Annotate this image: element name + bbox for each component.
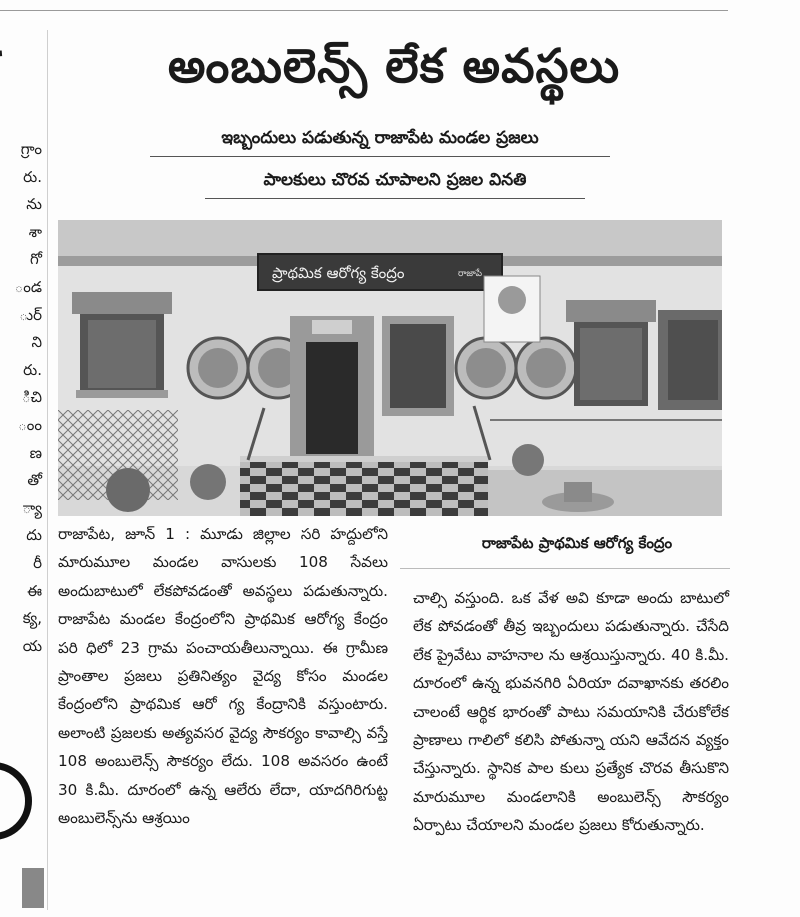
adjacent-text-fragment: ుర్	[19, 305, 42, 324]
headline: అంబులెన్స్ లేక అవస్థలు	[167, 39, 621, 94]
adjacent-text-fragment: దు	[26, 526, 42, 545]
adjacent-text-fragment: శా	[28, 222, 42, 241]
adjacent-text-fragment: ను	[26, 195, 42, 214]
photo-caption: రాజాపేట ప్రాథమిక ఆరోగ్య కేంద్రం	[481, 534, 673, 552]
adjacent-photo-fragment	[22, 868, 44, 908]
adjacent-text-fragment: ఈ	[27, 581, 42, 600]
adjacent-text-fragment: గ్రాం	[20, 140, 42, 158]
adjacent-text-fragment: ని	[31, 333, 42, 352]
adjacent-text-fragment: ్యా	[22, 498, 42, 517]
sign-suffix: రాజాపే	[458, 269, 483, 279]
article-column-2: చాల్సి వస్తుంది. ఒక వేళ అవి కూడా అందు బాటులో లేక పోవడంతో తీవ్ర ఇబ్బందులు పడుతున్నారు. చేసేది లేక ప్రైవేటు వాహనాల ను ఆశ్రయిస్తున్నారు. 40 కి.మీ. దూరంలో ఉన్న భువనగిరి ఏరియా దవాఖానకు తరలిం చాలంటే ఆర్థిక భారంతో పాటు సమయానికి చేరుకోలేక ప్రాణాలు గాలిలో కలిసి పోతున్నా యని ఆవేదన వ్యక్తం చేస్తున్నారు. స్థానిక పాల కులు ప్రత్యేక చొరవ తీసుకొని మారుమూల మండలానికి అంబులెన్స్ సౌకర్యం ఏర్పాటు చేయాలని మండల ప్రజలు కోరుతున్నారు.	[413, 589, 729, 835]
adjacent-text-fragment: ణ	[29, 443, 42, 462]
adjacent-text-fragment: తో	[27, 471, 42, 490]
column-divider	[47, 30, 48, 910]
adjacent-text-fragment: రు.	[23, 360, 42, 379]
adjacent-graphic-circle	[0, 762, 32, 840]
adjacent-text-fragment: ండ	[14, 278, 42, 296]
adjacent-text-fragment: క్య,	[22, 609, 42, 628]
adjacent-text-fragment: ంం	[18, 416, 42, 434]
top-rule	[0, 10, 728, 11]
sign-text: ప్రాథమిక ఆరోగ్య కేంద్రం	[272, 264, 405, 282]
adjacent-article-fragment	[0, 0, 44, 917]
caption-rule	[400, 568, 730, 569]
adjacent-text-fragment: య	[22, 636, 42, 655]
news-photo	[58, 220, 722, 516]
adjacent-text-fragment: రు.	[23, 167, 42, 186]
adjacent-text-fragment: ిచి	[21, 388, 42, 407]
subhead-1: ఇబ్బందులు పడుతున్న రాజాపేట మండల ప్రజలు	[150, 124, 610, 157]
article-column-1: రాజాపేట, జూన్ 1 : మూడు జిల్లాల సరి హద్దులోని మారుమూల మండల వాసులకు 108 సేవలు అందుబాటులో లేకపోవడంతో అవస్థలు పడుతున్నారు. రాజాపేట మండల కేంద్రంలోని ప్రాథమిక ఆరోగ్య కేంద్రం పరి ధిలో 23 గ్రామ పంచాయతీలున్నాయి. ఈ గ్రామీణ ప్రాంతాల ప్రజలు ప్రతినిత్యం వైద్య కోసం మండల కేంద్రంలోని ప్రాథమిక ఆరో గ్య కేంద్రానికి వస్తుంటారు. అలాంటి ప్రజలకు అత్యవసర వైద్య సౌకర్యం కావాల్సి వస్తే 108 అంబులెన్స్ సౌకర్యం లేదు. 108 అవసరం ఉంటే 30 కి.మీ. దూరంలో ఉన్న ఆలేరు లేదా, యాదగిరిగుట్ట అంబులెన్స్‌ను ఆశ్రయిం	[58, 525, 388, 828]
subhead-2: పాలకులు చొరవ చూపాలని ప్రజల వినతి	[205, 166, 585, 199]
adjacent-text-fragment: రీ	[33, 554, 42, 572]
adjacent-text-fragment: గో	[30, 250, 42, 269]
